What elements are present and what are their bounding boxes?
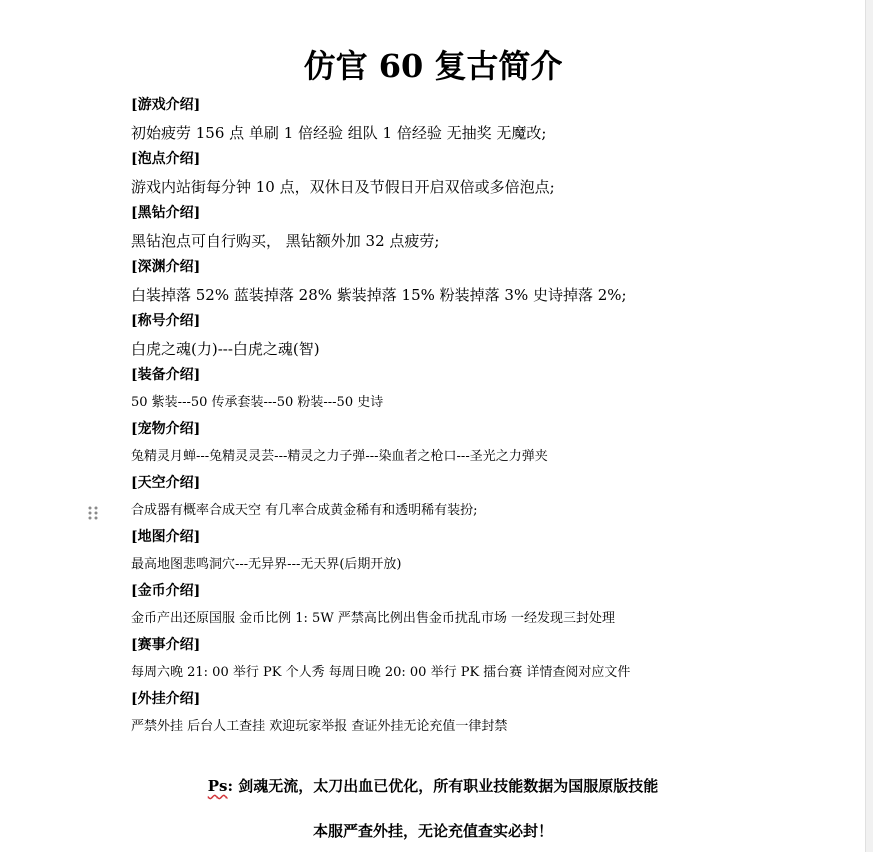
- section-heading-sky: [天空介绍]: [131, 475, 201, 491]
- section-heading-cheats: [外挂介绍]: [131, 691, 201, 707]
- section-body-title: 白虎之魂(力)---白虎之魂(智): [131, 340, 320, 358]
- final-note: 本服严查外挂，无论充值查实必封！: [312, 822, 553, 840]
- section-body-sky: 合成器有概率合成天空 有几率合成黄金稀有和透明稀有装扮;: [131, 503, 478, 518]
- page-edge: [865, 0, 873, 852]
- section-heading-afk-points: [泡点介绍]: [131, 151, 201, 167]
- section-body-gold: 金币产出还原国服 金币比例 1: 5W 严禁高比例出售金币扰乱市场 一经发现三封处理: [131, 611, 615, 626]
- section-heading-map: [地图介绍]: [131, 529, 201, 545]
- ps-label: Ps: [207, 777, 228, 795]
- section-body-events: 每周六晚 21: 00 举行 PK 个人秀 每周日晚 20: 00 举行 PK 擂台赛 详情查阅对应文件: [131, 665, 631, 680]
- section-body-cheats: 严禁外挂 后台人工查挂 欢迎玩家举报 查证外挂无论充值一律封禁: [131, 719, 508, 734]
- section-heading-gold: [金币介绍]: [131, 583, 201, 599]
- document-body: [131, 94, 831, 742]
- section-body-map: 最高地图悲鸣洞穴---无异界---无天界(后期开放): [131, 557, 402, 572]
- section-heading-black-diamond: [黑钻介绍]: [131, 205, 201, 221]
- ps-note: [0, 773, 866, 799]
- section-heading-pet: [宠物介绍]: [131, 421, 201, 437]
- section-heading-events: [赛事介绍]: [131, 637, 201, 653]
- section-heading-equipment: [装备介绍]: [131, 367, 201, 383]
- section-body-game: 初始疲劳 156 点 单刷 1 倍经验 组队 1 倍经验 无抽奖 无魔改;: [131, 124, 547, 142]
- section-body-abyss: 白装掉落 52% 蓝装掉落 28% 紫装掉落 15% 粉装掉落 3% 史诗掉落 2%;: [131, 286, 627, 304]
- document-title: 仿官 60 复古简介: [303, 47, 563, 85]
- ps-text: : 剑魂无流，太刀出血已优化，所有职业技能数据为国服原版技能: [227, 777, 659, 795]
- drag-handle-icon[interactable]: [87, 505, 99, 521]
- section-body-pet: 兔精灵月蝉---兔精灵灵芸---精灵之力子弹---染血者之枪口---圣光之力弹夹: [131, 449, 548, 464]
- section-heading-abyss: [深渊介绍]: [131, 259, 201, 275]
- section-body-equipment: 50 紫装---50 传承套装---50 粉装---50 史诗: [131, 395, 384, 410]
- section-heading-game: [游戏介绍]: [131, 97, 201, 113]
- section-heading-title: [称号介绍]: [131, 313, 201, 329]
- section-body-black-diamond: 黑钻泡点可自行购买， 黑钻额外加 32 点疲劳;: [131, 232, 440, 250]
- section-body-afk-points: 游戏内站街每分钟 10 点，双休日及节假日开启双倍或多倍泡点;: [131, 178, 555, 196]
